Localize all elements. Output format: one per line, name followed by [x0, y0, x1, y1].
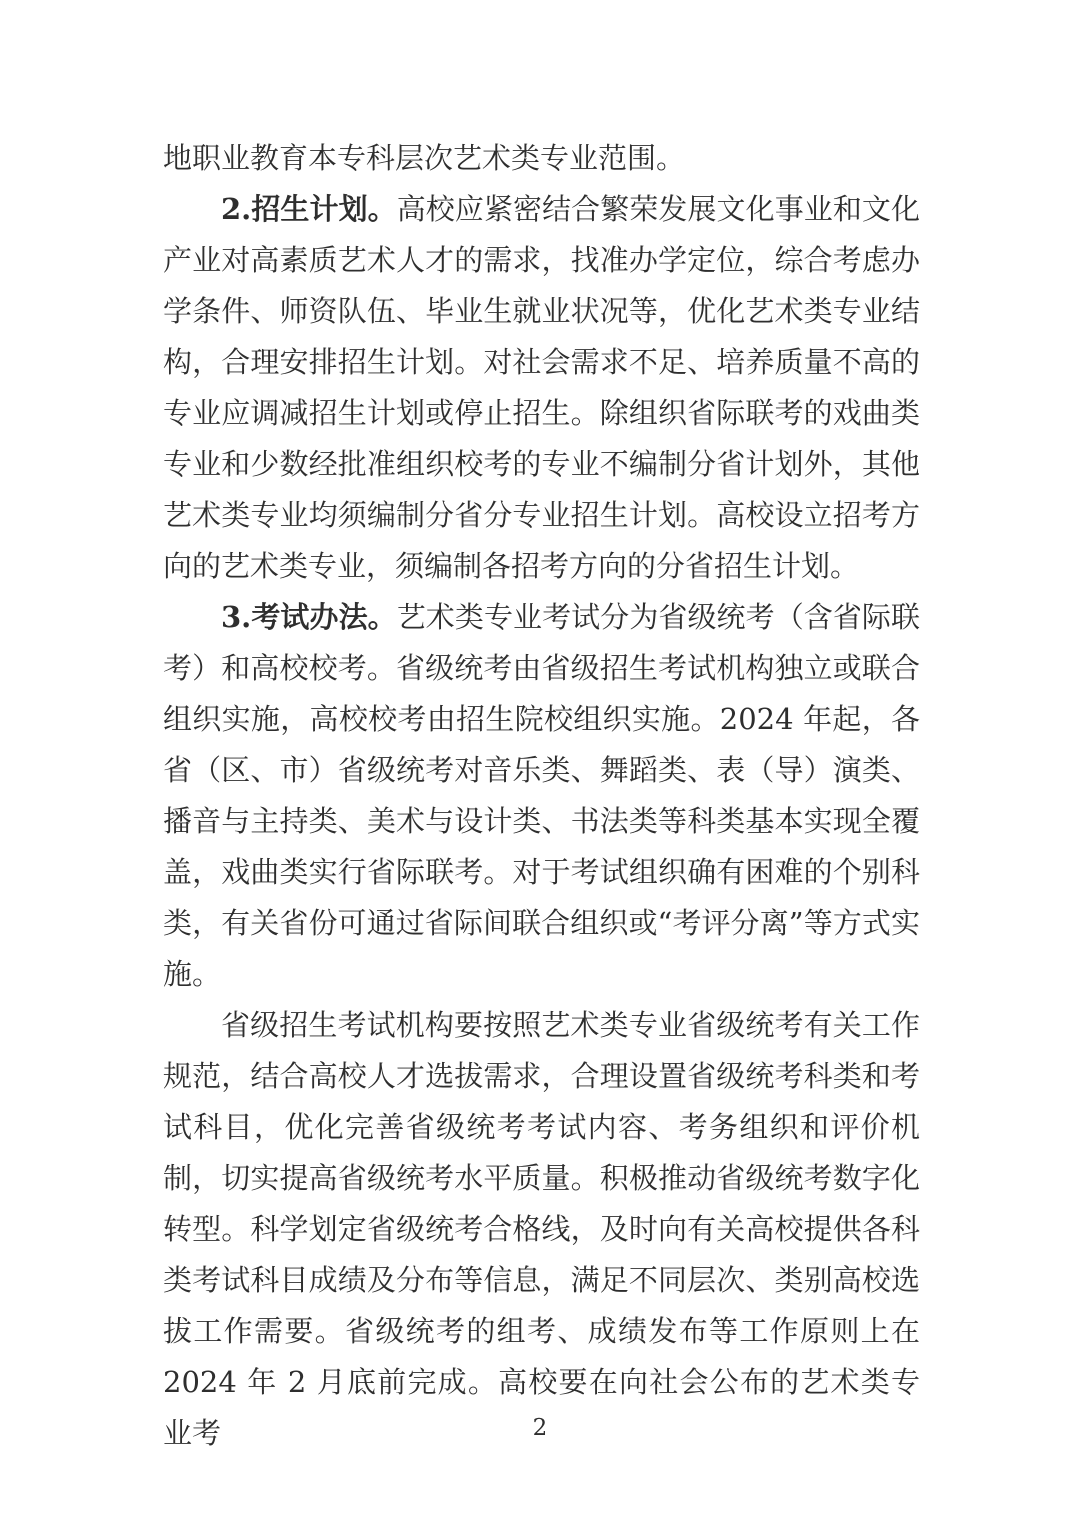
document-body [163, 133, 920, 1459]
paragraph [163, 592, 920, 1000]
paragraph-text: 地职业教育本专科层次艺术类专业范围。 [163, 141, 686, 175]
paragraph-text: 艺术类专业考试分为省级统考（含省际联考）和高校校考。省级统考由省级招生考试机构独立或联合组织实施，高校校考由招生院校组织实施。2024 年起，各省（区、市）省级统考对音乐类、舞蹈类、表（导）演类、播音与主持类、美术与设计类、书法类等科类基本实现全覆盖，戏曲类实行省际联考。对于考试组织确有困难的个别科类，有关省份可通过省际间联合组织或“考评分离”等方式实施。 [163, 600, 920, 991]
paragraph-lead: 2.招生计划。 [221, 192, 397, 226]
paragraph [163, 133, 920, 184]
paragraph-text: 高校应紧密结合繁荣发展文化事业和文化产业对高素质艺术人才的需求，找准办学定位，综合考虑办学条件、师资队伍、毕业生就业状况等，优化艺术类专业结构，合理安排招生计划。对社会需求不足、培养质量不高的专业应调减招生计划或停止招生。除组织省际联考的戏曲类专业和少数经批准组织校考的专业不编制分省计划外，其他艺术类专业均须编制分省分专业招生计划。高校设立招考方向的艺术类专业，须编制各招考方向的分省招生计划。 [163, 192, 920, 583]
paragraph [163, 1000, 920, 1459]
paragraph [163, 184, 920, 592]
page-number: 2 [532, 1415, 548, 1441]
paragraph-text: 省级招生考试机构要按照艺术类专业省级统考有关工作规范，结合高校人才选拔需求，合理设置省级统考科类和考试科目，优化完善省级统考考试内容、考务组织和评价机制，切实提高省级统考水平质量。积极推动省级统考数字化转型。科学划定省级统考合格线，及时向有关高校提供各科类考试科目成绩及分布等信息，满足不同层次、类别高校选拔工作需要。省级统考的组考、成绩发布等工作原则上在 2024 年 2 月底前完成。高校要在向社会公布的艺术类专业考 [163, 1008, 920, 1450]
paragraph-lead: 3.考试办法。 [221, 600, 397, 634]
